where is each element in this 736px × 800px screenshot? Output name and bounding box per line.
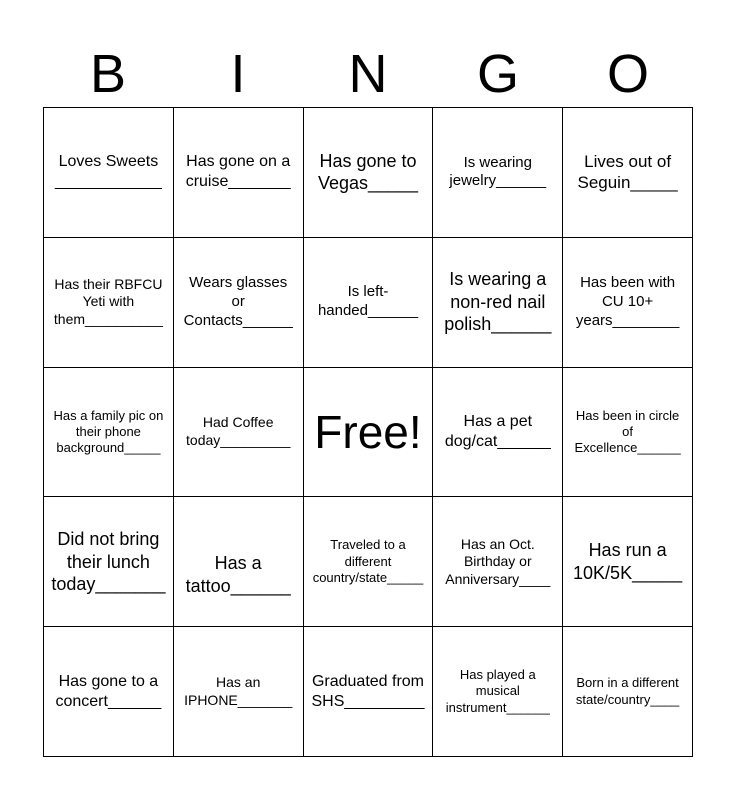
- bingo-cell[interactable]: Has been with CU 10+ years________: [563, 238, 693, 368]
- bingo-cell[interactable]: Has a pet dog/cat______: [433, 368, 563, 498]
- header-letter-o: O: [606, 44, 649, 104]
- bingo-cell[interactable]: Has gone to a concert______: [44, 627, 174, 757]
- bingo-cell[interactable]: Has their RBFCU Yeti with them__________: [44, 238, 174, 368]
- bingo-cell[interactable]: Born in a different state/country____: [563, 627, 693, 757]
- bingo-cell[interactable]: Has run a 10K/5K_____: [563, 497, 693, 627]
- free-space[interactable]: Free!: [304, 368, 434, 498]
- bingo-cell[interactable]: Has been in circle of Excellence______: [563, 368, 693, 498]
- bingo-grid: [43, 107, 693, 757]
- bingo-cell[interactable]: Is wearing a non-red nail polish______: [433, 238, 563, 368]
- bingo-cell[interactable]: Has gone on a cruise_______: [174, 108, 304, 238]
- bingo-cell[interactable]: Has played a musical instrument______: [433, 627, 563, 757]
- bingo-cell[interactable]: Has gone to Vegas_____: [304, 108, 434, 238]
- header-letter-g: G: [476, 44, 519, 104]
- bingo-cell[interactable]: Had Coffee today_________: [174, 368, 304, 498]
- bingo-cell[interactable]: Has an IPHONE_______: [174, 627, 304, 757]
- bingo-cell[interactable]: Traveled to a different country/state_____: [304, 497, 434, 627]
- header-letter-n: N: [348, 44, 388, 104]
- bingo-cell[interactable]: Has a tattoo______: [174, 497, 304, 627]
- bingo-cell[interactable]: Has a family pic on their phone background_____: [44, 368, 174, 498]
- bingo-cell[interactable]: Has an Oct. Birthday or Anniversary____: [433, 497, 563, 627]
- header-letter-b: B: [89, 44, 127, 104]
- bingo-cell[interactable]: Wears glasses or Contacts______: [174, 238, 304, 368]
- header-letter-i: I: [230, 44, 246, 104]
- bingo-cell[interactable]: Lives out of Seguin_____: [563, 108, 693, 238]
- bingo-header: [43, 42, 693, 106]
- bingo-cell[interactable]: Graduated from SHS_________: [304, 627, 434, 757]
- bingo-cell[interactable]: Is left-handed______: [304, 238, 434, 368]
- bingo-cell[interactable]: Is wearing jewelry______: [433, 108, 563, 238]
- bingo-cell[interactable]: Loves Sweets ____________: [44, 108, 174, 238]
- bingo-cell[interactable]: Did not bring their lunch today_______: [44, 497, 174, 627]
